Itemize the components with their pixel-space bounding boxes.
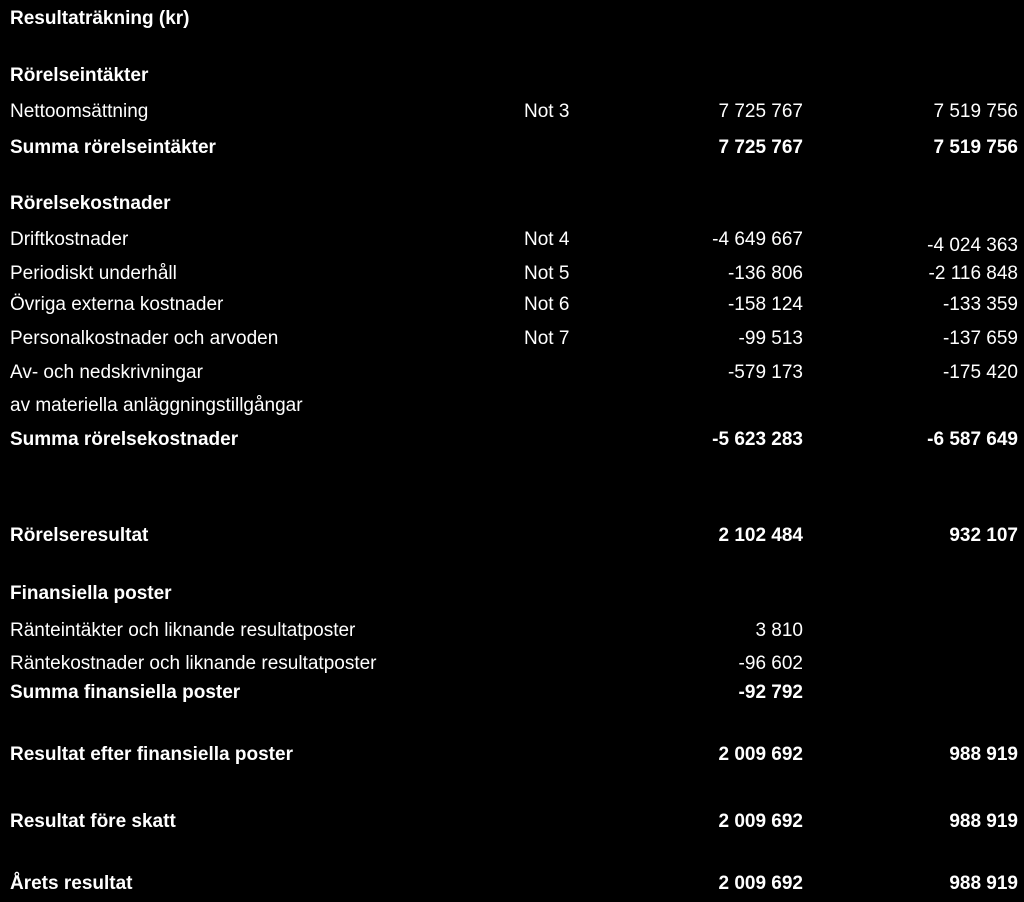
- row-label: Summa rörelsekostnader: [10, 429, 239, 450]
- statement-title-row: [0, 7, 1024, 31]
- row-label: Periodiskt underhåll: [10, 263, 177, 284]
- row-label: Rörelsekostnader: [10, 193, 171, 214]
- previous-value: 7 519 756: [933, 137, 1018, 158]
- current-value: -136 806: [727, 263, 803, 284]
- row-label: Årets resultat: [10, 873, 133, 894]
- current-value: -92 792: [738, 682, 803, 703]
- row-label: av materiella anläggningstillgångar: [10, 395, 303, 416]
- current-value: -579 173: [727, 362, 803, 383]
- previous-value: -2 116 848: [928, 263, 1018, 284]
- previous-value: -133 359: [942, 294, 1018, 315]
- row-label: Driftkostnader: [10, 229, 129, 250]
- statement-row: [0, 524, 1024, 548]
- row-note: Not 6: [524, 294, 570, 315]
- previous-value: -6 587 649: [927, 429, 1018, 450]
- current-value: -5 623 283: [712, 429, 803, 450]
- row-note: Not 5: [524, 263, 570, 284]
- statement-row: [0, 810, 1024, 834]
- current-value: 2 009 692: [718, 744, 803, 765]
- previous-value: 988 919: [949, 811, 1018, 832]
- previous-value: 988 919: [949, 744, 1018, 765]
- row-label: Ränteintäkter och liknande resultatposter: [10, 620, 356, 641]
- statement-row: [0, 327, 1024, 351]
- row-note: Not 3: [524, 101, 570, 122]
- statement-row: [0, 228, 1024, 256]
- current-value: -99 513: [738, 328, 803, 349]
- previous-value: 932 107: [949, 525, 1018, 546]
- current-value: -4 649 667: [712, 229, 803, 250]
- current-value: 2 009 692: [718, 873, 803, 894]
- row-label: Resultat före skatt: [10, 811, 176, 832]
- statement-row: [0, 619, 1024, 643]
- statement-row: [0, 652, 1024, 676]
- row-label: Resultat efter finansiella poster: [10, 744, 293, 765]
- statement-row: [0, 64, 1024, 88]
- previous-value: -4 024 363: [927, 235, 1018, 256]
- row-note: Not 7: [524, 328, 570, 349]
- previous-value: -175 420: [942, 362, 1018, 383]
- statement-row: [0, 100, 1024, 124]
- current-value: -96 602: [738, 653, 803, 674]
- row-label: Summa finansiella poster: [10, 682, 241, 703]
- statement-row: [0, 361, 1024, 385]
- current-value: 2 102 484: [718, 525, 803, 546]
- statement-row: [0, 582, 1024, 606]
- row-label: Av- och nedskrivningar: [10, 362, 203, 383]
- current-value: 2 009 692: [718, 811, 803, 832]
- statement-row: [0, 136, 1024, 160]
- row-label: Finansiella poster: [10, 583, 172, 604]
- statement-row: [0, 192, 1024, 216]
- current-value: 7 725 767: [718, 101, 803, 122]
- statement-row: [0, 743, 1024, 767]
- statement-row: [0, 428, 1024, 452]
- previous-value: 7 519 756: [933, 101, 1018, 122]
- row-label: Övriga externa kostnader: [10, 294, 224, 315]
- statement-row: [0, 394, 1024, 418]
- statement-row: [0, 262, 1024, 286]
- row-label: Summa rörelseintäkter: [10, 137, 216, 158]
- row-label: Räntekostnader och liknande resultatposter: [10, 653, 377, 674]
- statement-row: [0, 681, 1024, 705]
- current-value: 3 810: [755, 620, 803, 641]
- row-note: Not 4: [524, 229, 570, 250]
- statement-row: [0, 293, 1024, 317]
- row-label: Rörelseresultat: [10, 525, 149, 546]
- statement-title: Resultaträkning (kr): [10, 8, 190, 29]
- row-label: Personalkostnader och arvoden: [10, 328, 279, 349]
- statement-row: [0, 872, 1024, 896]
- current-value: 7 725 767: [718, 137, 803, 158]
- previous-value: -137 659: [942, 328, 1018, 349]
- row-label: Nettoomsättning: [10, 101, 149, 122]
- previous-value: 988 919: [949, 873, 1018, 894]
- row-label: Rörelseintäkter: [10, 65, 149, 86]
- current-value: -158 124: [727, 294, 803, 315]
